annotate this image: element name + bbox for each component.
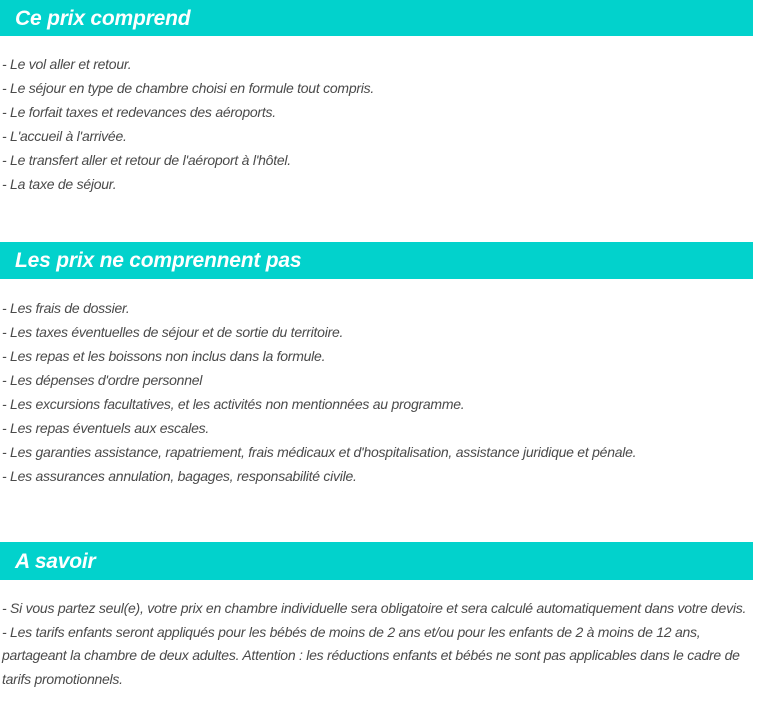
list-item: - Les excursions facultatives, et les activités non mentionnées au programme. [2, 396, 465, 412]
list-item: - Les garanties assistance, rapatriement, frais médicaux et d'hospitalisation, assistance juridique et pénale. [2, 444, 637, 460]
spacer [0, 279, 758, 296]
section-title: Ce prix comprend [15, 6, 191, 30]
list-item: - Les frais de dossier. [2, 300, 130, 316]
section-title: Les prix ne comprennent pas [15, 249, 302, 272]
section-body-ce-prix-comprend [0, 52, 758, 196]
list-item: - Les assurances annulation, bagages, responsabilité civile. [2, 468, 357, 484]
section-title: A savoir [15, 549, 96, 573]
spacer [0, 488, 758, 542]
section-body-a-savoir [0, 597, 758, 691]
list-item: - Le séjour en type de chambre choisi en formule tout compris. [2, 80, 375, 96]
list-item: - Les repas et les boissons non inclus dans la formule. [2, 348, 326, 364]
list-item: - L'accueil à l'arrivée. [2, 128, 127, 144]
paragraph: - Les tarifs enfants seront appliqués pour les bébés de moins de 2 ans et/ou pour les enfants de 2 à moins de 12 ans, partageant la chambre de deux adultes. Attention : les réductions enfants et bébés ne sont pas applicables dans le cadre de tarifs promotionnels. [2, 623, 740, 687]
list-item: - Le forfait taxes et redevances des aéroports. [2, 104, 276, 120]
section-header-ce-prix-comprend [0, 0, 753, 36]
list-item: - La taxe de séjour. [2, 176, 117, 192]
section-header-a-savoir [0, 542, 753, 580]
spacer [0, 36, 758, 52]
list-item: - Le transfert aller et retour de l'aéroport à l'hôtel. [2, 152, 291, 168]
section-body-les-prix-ne-comprennent-pas [0, 296, 758, 488]
list-item: - Les dépenses d'ordre personnel [2, 372, 203, 388]
list-item: - Les taxes éventuelles de séjour et de sortie du territoire. [2, 324, 344, 340]
list-item: - Les repas éventuels aux escales. [2, 420, 210, 436]
paragraph: - Si vous partez seul(e), votre prix en chambre individuelle sera obligatoire et sera calculé automatiquement dans votre devis. [2, 600, 747, 616]
list-item: - Le vol aller et retour. [2, 56, 132, 72]
section-header-les-prix-ne-comprennent-pas [0, 242, 753, 279]
spacer [0, 580, 758, 597]
spacer [0, 196, 758, 242]
